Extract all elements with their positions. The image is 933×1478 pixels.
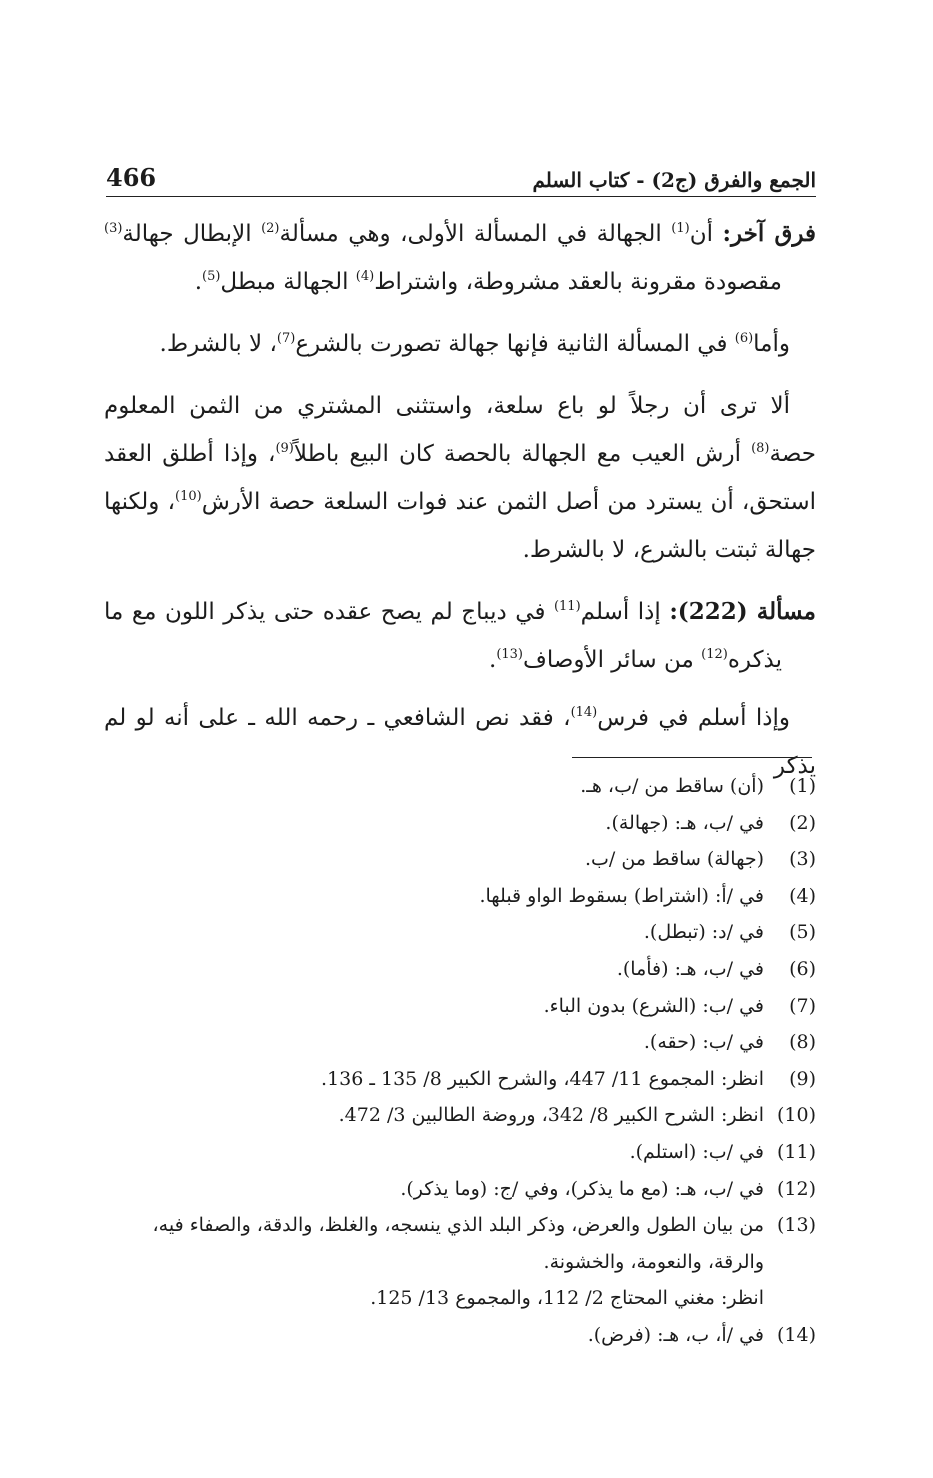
footnote-text: انظر: المجموع 11/ 447، والشرح الكبير 8/ 135 ـ 136. <box>321 1067 764 1090</box>
footnote-text: في /ب، هـ: (مع ما يذكر)، وفي /ج: (وما يذكر). <box>400 1177 764 1200</box>
footnote-number: (13) <box>776 1214 816 1237</box>
footnote-ref: (1) <box>671 221 690 236</box>
footnote-ref: (8) <box>751 441 770 456</box>
text-segment: الإبطال جهالة <box>122 221 262 247</box>
footnote-separator <box>572 757 812 758</box>
footnote-number: (11) <box>776 1140 816 1163</box>
footnote-continuation: والرقة، والنعومة، والخشونة. <box>543 1250 764 1273</box>
footnotes <box>104 768 816 1354</box>
footnote-text: في /د: (تبطل). <box>643 921 764 944</box>
paragraph-distinction <box>104 210 816 306</box>
footnote-text: انظر: الشرح الكبير 8/ 342، وروضة الطالبين 3/ 472. <box>338 1104 764 1127</box>
footnote-number: (1) <box>789 775 816 797</box>
footnote-number: (10) <box>776 1104 816 1127</box>
footnote <box>104 1024 816 1061</box>
text-segment: أن <box>689 221 723 247</box>
text-segment: مقصودة مقرونة بالعقد مشروطة، واشتراط <box>374 269 782 295</box>
footnote <box>104 1061 816 1098</box>
footnote-ref: (12) <box>701 647 728 662</box>
footnote-number: (3) <box>789 848 816 871</box>
text-segment: في ديباج لم يصح عقده حتى يذكر اللون مع ما يذكره <box>104 599 782 673</box>
footnote <box>104 1097 816 1134</box>
footnote-ref: (7) <box>276 331 296 346</box>
footnote-number: (14) <box>776 1323 816 1346</box>
footnote-ref: (10) <box>175 489 202 504</box>
footnote <box>104 1207 816 1244</box>
text-segment: الجهالة في المسألة الأولى، وهي مسألة <box>279 221 672 247</box>
footnote <box>104 805 816 842</box>
main-text <box>104 210 816 804</box>
footnote-ref: (9) <box>275 441 294 456</box>
footnote <box>104 951 816 988</box>
text-segment: ، وإذا أطلق العقد استحق، أن يسترد من أصل الثمن عند فوات السلعة حصة الأرش <box>104 441 816 515</box>
text-segment: . <box>194 269 202 295</box>
text-segment: من سائر الأوصاف <box>523 647 702 673</box>
footnote-text: في /ب: (حقه). <box>643 1031 764 1054</box>
footnote-number: (8) <box>789 1031 816 1054</box>
footnote-text: في /أ، ب، هـ: (فرض). <box>587 1323 764 1346</box>
text-segment: . <box>489 647 497 673</box>
footnote <box>104 1317 816 1354</box>
text-segment: أرش العيب مع الجهالة بالحصة كان البيع باطلاً <box>293 441 752 467</box>
footnote-ref: (4) <box>355 269 375 284</box>
footnote-ref: (3) <box>104 221 123 236</box>
footnote-text: في /ب: (استلم). <box>629 1140 764 1163</box>
paragraph-example <box>104 382 816 574</box>
footnote-reference: انظر: مغني المحتاج 2/ 112، والمجموع 13/ 125. <box>370 1287 764 1310</box>
text-segment: ألا ترى أن رجلاً لو باع سلعة، واستثنى المشتري من الثمن المعلوم حصة <box>104 393 816 467</box>
text-segment: إذا أسلم <box>580 599 670 625</box>
footnote-text: (جهالة) ساقط من /ب. <box>584 848 764 871</box>
page-number: 466 <box>106 163 157 192</box>
footnote-number: (5) <box>789 921 816 944</box>
footnote-text: من بيان الطول والعرض، وذكر البلد الذي ينسجه، والغلظ، والدقة، والصفاء فيه، <box>152 1214 764 1237</box>
footnote-number: (9) <box>789 1067 816 1090</box>
text-segment: ، فقد نص الشافعي ـ رحمه الله ـ على أنه لو لم يذكر <box>104 705 816 779</box>
footnote-ref: (11) <box>553 599 581 614</box>
text-segment: ، ولكنها جهالة ثبتت بالشرع، لا بالشرط. <box>104 489 816 563</box>
running-header <box>106 152 816 197</box>
text-segment: ، لا بالشرط. <box>159 331 277 357</box>
footnote-number: (4) <box>789 884 816 907</box>
footnote-ref: (13) <box>496 647 523 662</box>
section-lead: فرق آخر: <box>722 220 817 247</box>
footnote-number: (7) <box>789 994 816 1017</box>
footnote <box>104 1171 816 1208</box>
footnote-text: في /ب، هـ: (فأما). <box>616 957 764 980</box>
footnote <box>104 1134 816 1171</box>
footnote-ref: (5) <box>202 269 221 284</box>
text-segment: الجهالة مبطل <box>220 269 356 295</box>
paragraph-issue-222 <box>104 588 816 684</box>
running-title: الجمع والفرق (ج2) - كتاب السلم <box>532 168 816 192</box>
issue-heading: مسألة (222): <box>669 598 816 625</box>
text-segment: وأما <box>753 331 790 357</box>
footnote-text: في /أ: (اشتراط) بسقوط الواو قبلها. <box>479 884 764 907</box>
footnote-number: (2) <box>789 811 816 834</box>
footnote <box>104 914 816 951</box>
footnote <box>104 878 816 915</box>
footnote <box>104 841 816 878</box>
footnote-text: (أن) ساقط من /ب، هـ. <box>580 775 764 797</box>
text-segment: في المسألة الثانية فإنها جهالة تصورت بالشرع <box>295 331 735 357</box>
footnote <box>104 768 816 805</box>
footnote-ref: (2) <box>261 221 280 236</box>
footnote-number: (6) <box>789 957 816 980</box>
footnote-ref: (6) <box>734 331 754 346</box>
text-segment: وإذا أسلم في فرس <box>597 705 790 731</box>
footnote-text: في /ب: (الشرع) بدون الباء. <box>543 994 764 1017</box>
footnote-ref: (14) <box>570 705 598 720</box>
paragraph-second-case <box>104 320 816 368</box>
footnote-text: في /ب، هـ: (جهالة). <box>605 811 764 834</box>
footnote <box>104 988 816 1025</box>
footnote-number: (12) <box>776 1177 816 1200</box>
